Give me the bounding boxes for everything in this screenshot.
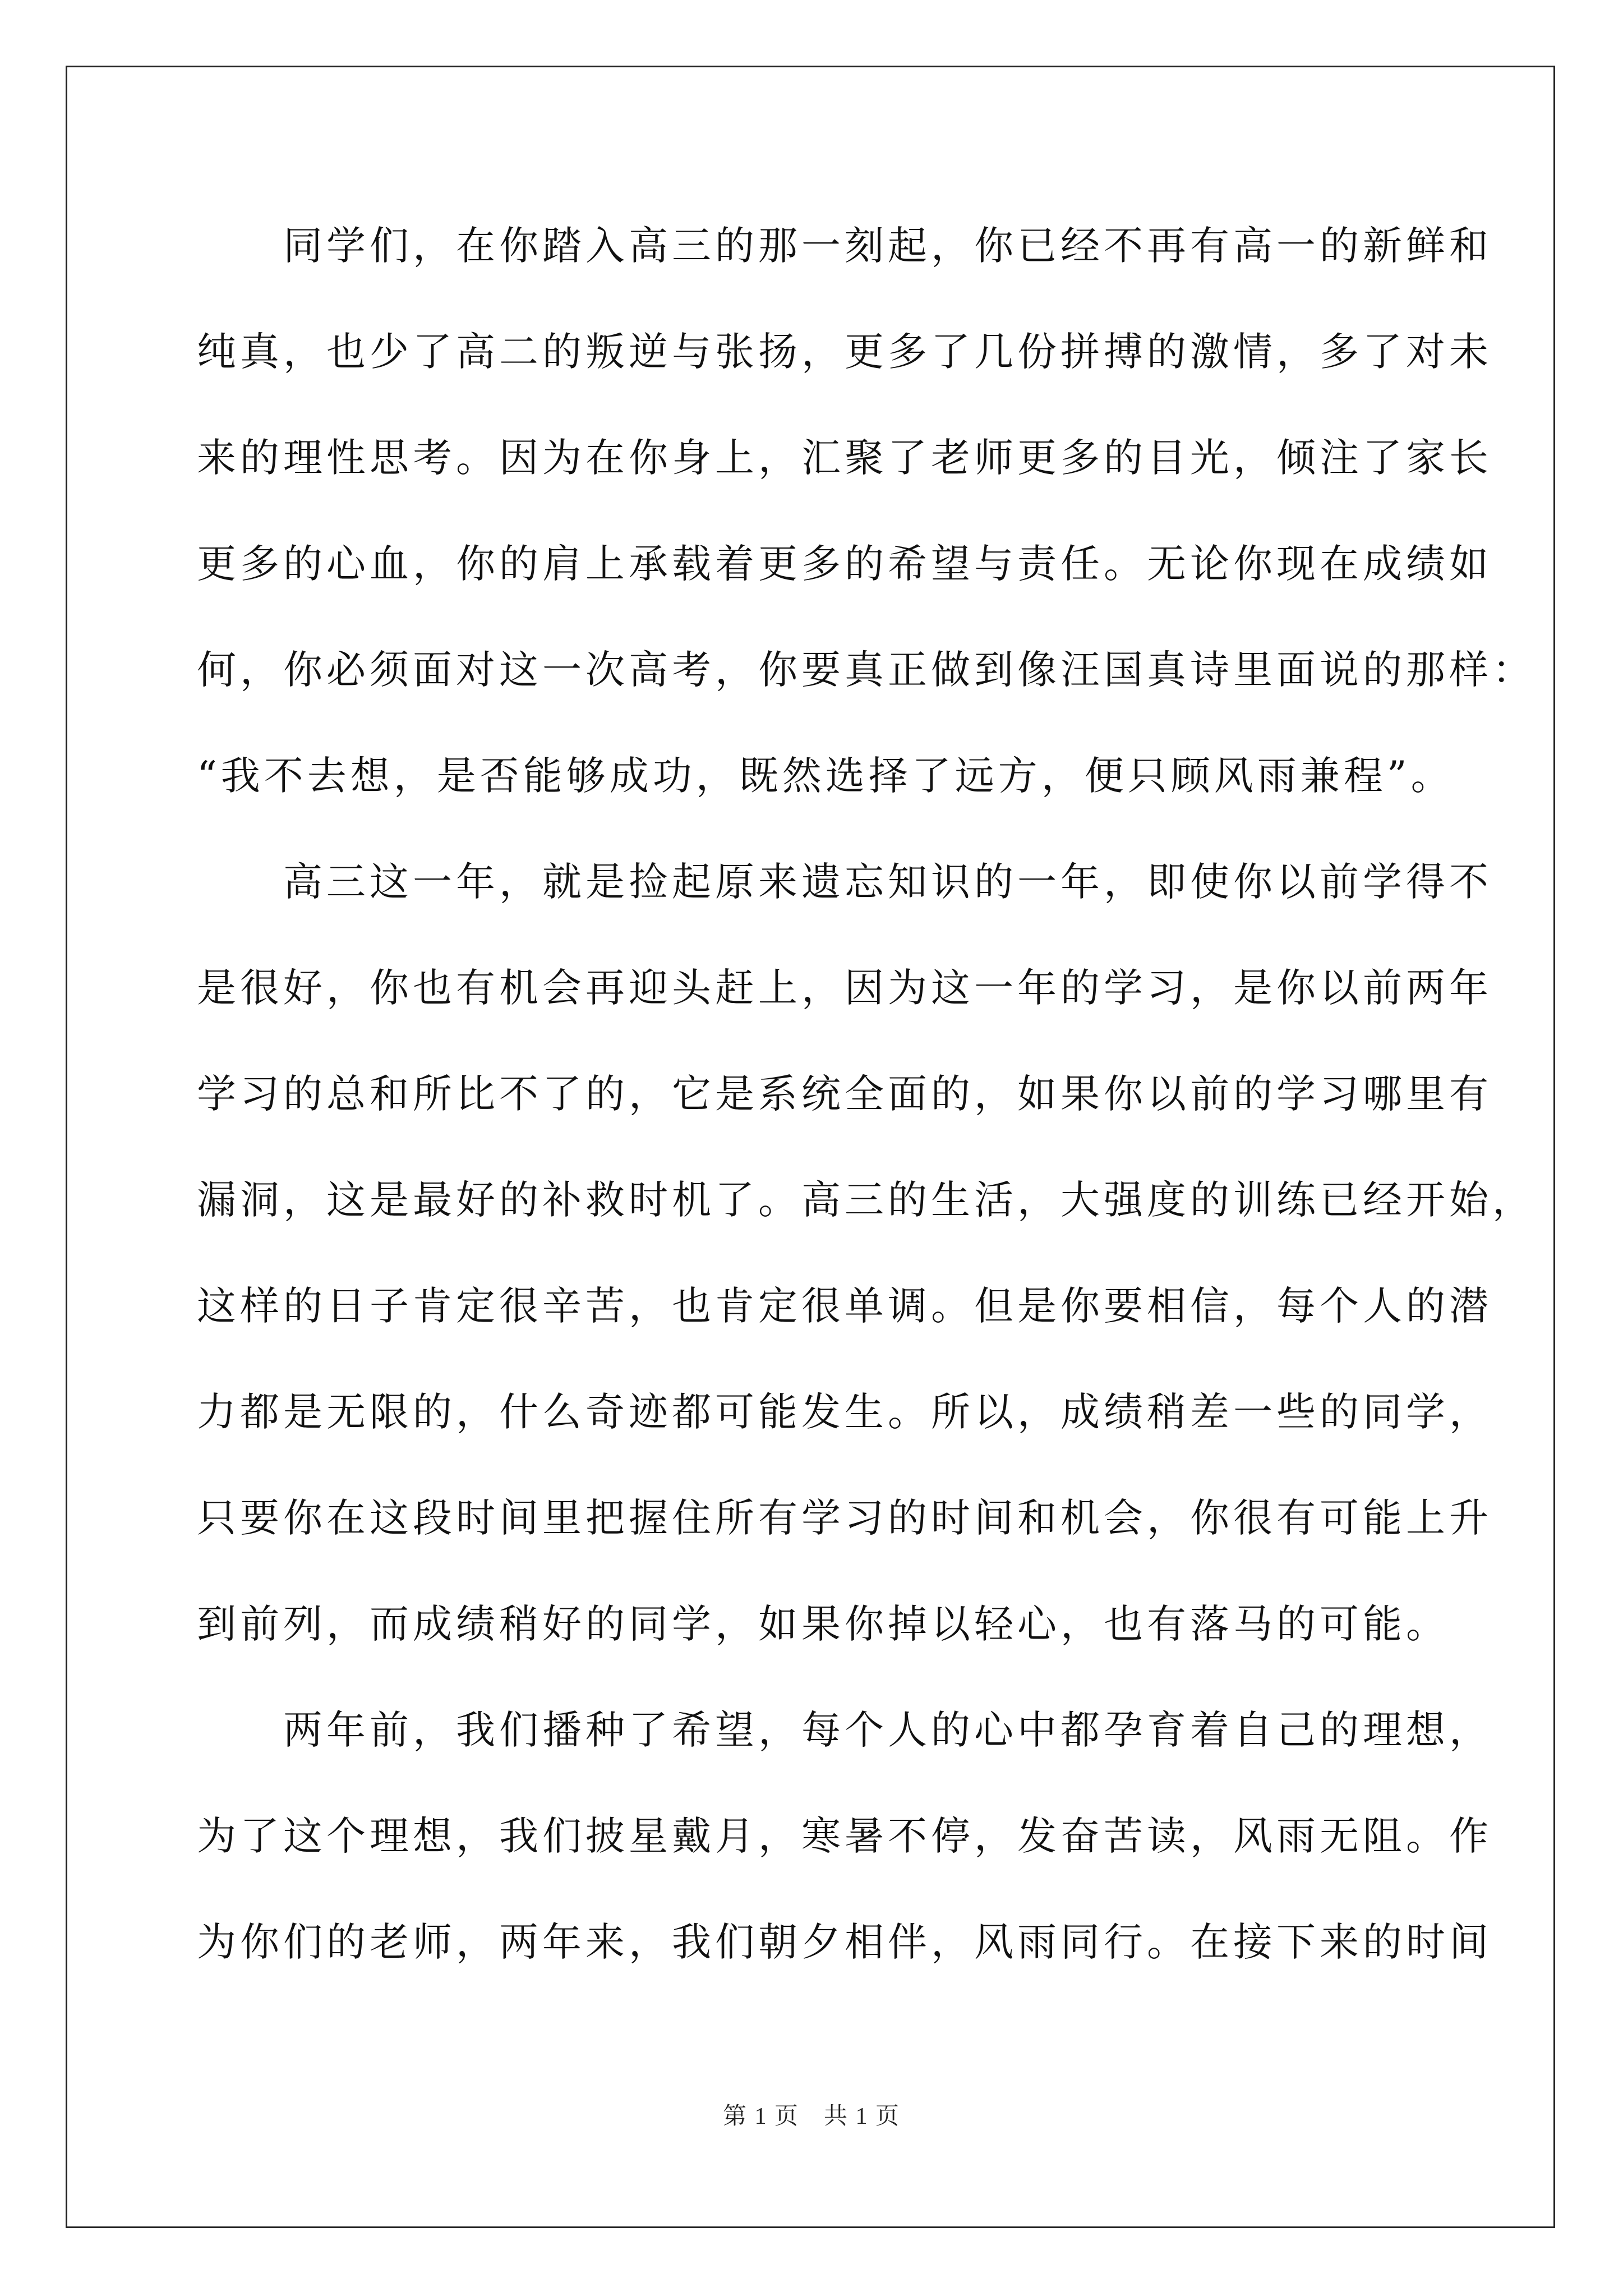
text-line: 只要你在这段时间里把握住所有学习的时间和机会，你很有可能上升 — [197, 1495, 1492, 1541]
text-line: 这样的日子肯定很辛苦，也肯定很单调。但是你要相信，每个人的潜 — [197, 1283, 1492, 1329]
text-line: 纯真，也少了高二的叛逆与张扬，更多了几份拼搏的激情，多了对未 — [197, 329, 1492, 375]
text-line: 学习的总和所比不了的，它是系统全面的，如果你以前的学习哪里有 — [197, 1071, 1492, 1117]
text-line: 来的理性思考。因为在你身上，汇聚了老师更多的目光，倾注了家长 — [197, 435, 1492, 481]
text-line: 两年前，我们播种了希望，每个人的心中都孕育着自己的理想， — [197, 1707, 1492, 1753]
text-line: 到前列，而成绩稍好的同学，如果你掉以轻心，也有落马的可能。 — [197, 1601, 1449, 1647]
page-border — [66, 66, 1555, 2228]
text-line: 是很好，你也有机会再迎头赶上，因为这一年的学习，是你以前两年 — [197, 965, 1492, 1011]
text-line: 何，你必须面对这一次高考，你要真正做到像汪国真诗里面说的那样： — [197, 647, 1536, 693]
text-line: 力都是无限的，什么奇迹都可能发生。所以，成绩稍差一些的同学， — [197, 1389, 1492, 1435]
text-line: 同学们，在你踏入高三的那一刻起，你已经不再有高一的新鲜和 — [197, 223, 1492, 269]
text-line: “我不去想，是否能够成功，既然选择了远方，便只顾风雨兼程”。 — [197, 753, 1454, 799]
page-number: 第 1 页 共 1 页 — [722, 2104, 900, 2129]
text-line: 更多的心血，你的肩上承载着更多的希望与责任。无论你现在成绩如 — [197, 541, 1492, 587]
text-line: 漏洞，这是最好的补救时机了。高三的生活，大强度的训练已经开始， — [197, 1177, 1536, 1223]
text-line: 为你们的老师，两年来，我们朝夕相伴，风雨同行。在接下来的时间 — [197, 1919, 1492, 1965]
text-line: 为了这个理想，我们披星戴月，寒暑不停，发奋苦读，风雨无阻。作 — [197, 1813, 1492, 1859]
text-line: 高三这一年，就是捡起原来遗忘知识的一年，即使你以前学得不 — [197, 859, 1492, 905]
